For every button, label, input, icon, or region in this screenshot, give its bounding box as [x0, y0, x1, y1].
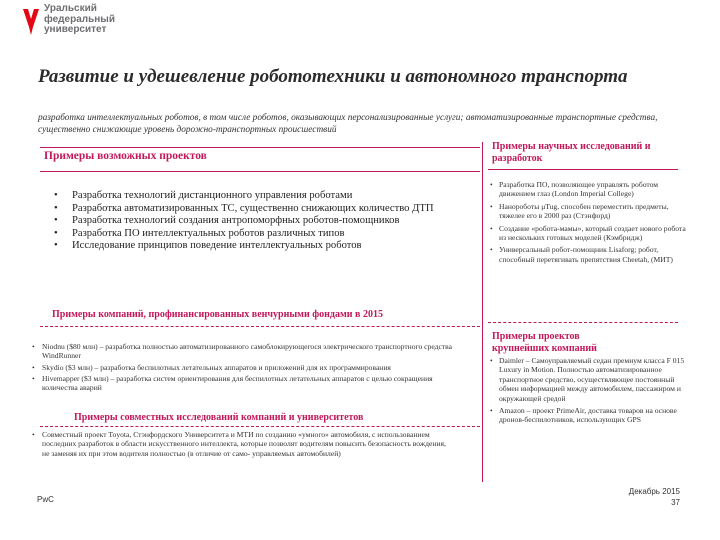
scientific-research-list [490, 180, 686, 267]
logo-text [44, 4, 115, 36]
venture-companies-list [32, 342, 452, 394]
large-companies-list [490, 356, 686, 428]
list-item: • Hivemapper ($3 млн) – разработка систем ориентирования для беспилотных летательных аппаратов с целью сокращения количества аварий [32, 374, 452, 393]
divider [488, 322, 678, 323]
logo-line: университет [44, 24, 107, 35]
divider [40, 147, 480, 148]
slide-subtitle: разработка интеллектуальных роботов, в том числе роботов, оказывающих персонализированные услуги; автоматизированные транспортные средства, существенно снижающие уровень дорожно-транспортных происшествий [38, 113, 658, 135]
divider [488, 169, 678, 170]
list-item: • Niodnu ($80 млн) – разработка полностью автоматизированного самоблокирующегося электрического транспортного средства WindRunner [32, 342, 452, 361]
list-item: • Исследование принципов поведение интеллектуальных роботов [54, 240, 454, 253]
divider [40, 171, 480, 172]
divider [40, 326, 480, 327]
ural-university-logo-icon [20, 7, 42, 37]
logo-line: Уральский [44, 3, 97, 14]
list-item: • Совместный проект Toyota, Стэнфордского Университета и МТИ по созданию «умного» автомобиля, с использованием последних разработок в области искусственного интеллекта, которые позволят водителям повысить безопасность вождения, не заменяя их при этом водителя полностью (в отличие от само- управляемых автомобилей) [32, 430, 452, 458]
footer-brand: PwC [37, 495, 54, 504]
logo-line: федеральный [44, 13, 115, 25]
list-item: • Разработка автоматизированных ТС, существенно снижающих количество ДТП [54, 203, 454, 216]
list-item: • Daimler – Самоуправляемый седан премиум класса F 015 Luxury in Motion. Полностью автоматизированное транспортное средство, осуществляющее постоянный обмен информацией между автомобилем, пассажиром и окружающей средой [490, 356, 686, 403]
list-item: • Разработка технологий создания антропоморфных роботов-помощников [54, 215, 454, 228]
scientific-research-heading: Примеры научных исследований и разработок [492, 141, 651, 164]
slide-title: Развитие и удешевление робототехники и автономного транспорта [38, 66, 628, 87]
list-item: • Разработка ПО интеллектуальных роботов различных типов [54, 228, 454, 241]
list-item: • Разработка ПО, позволяющее управлять роботом движением глаз (London Imperial College) [490, 180, 686, 199]
page-number: 37 [671, 498, 680, 507]
possible-projects-list [54, 190, 454, 253]
large-companies-heading: Примеры проектов крупнейших компаний [492, 331, 597, 354]
list-item: • Универсальный робот-помощник Lisaforg; робот, способный перетягивать препятствия Cheetah, (МИТ) [490, 245, 686, 264]
list-item: • Нанороботы μTug, способен переместить предметы, тяжелее его в 2000 раз (Стэнфорд) [490, 202, 686, 221]
list-item: • Разработка технологий дистанционного управления роботами [54, 190, 454, 203]
divider [40, 426, 480, 427]
possible-projects-heading: Примеры возможных проектов [44, 150, 207, 162]
joint-research-heading: Примеры совместных исследований компаний и университетов [74, 412, 364, 423]
joint-research-list [32, 430, 452, 460]
list-item: • Amazon – проект PrimeAir, доставка товаров на основе дронов-беспилотников, использующих GPS [490, 406, 686, 425]
list-item: • Создание «робота-мамы», который создает нового робота из нескольких готовых моделей (Кэмбридж) [490, 224, 686, 243]
column-divider [482, 142, 483, 482]
venture-companies-heading: Примеры компаний, профинансированных венчурными фондами в 2015 [52, 309, 383, 320]
footer-date: Декабрь 2015 [628, 487, 680, 496]
list-item: • Skydio ($3 млн) – разработка беспилотных летательных аппаратов и приложений для их программирования [32, 363, 452, 372]
